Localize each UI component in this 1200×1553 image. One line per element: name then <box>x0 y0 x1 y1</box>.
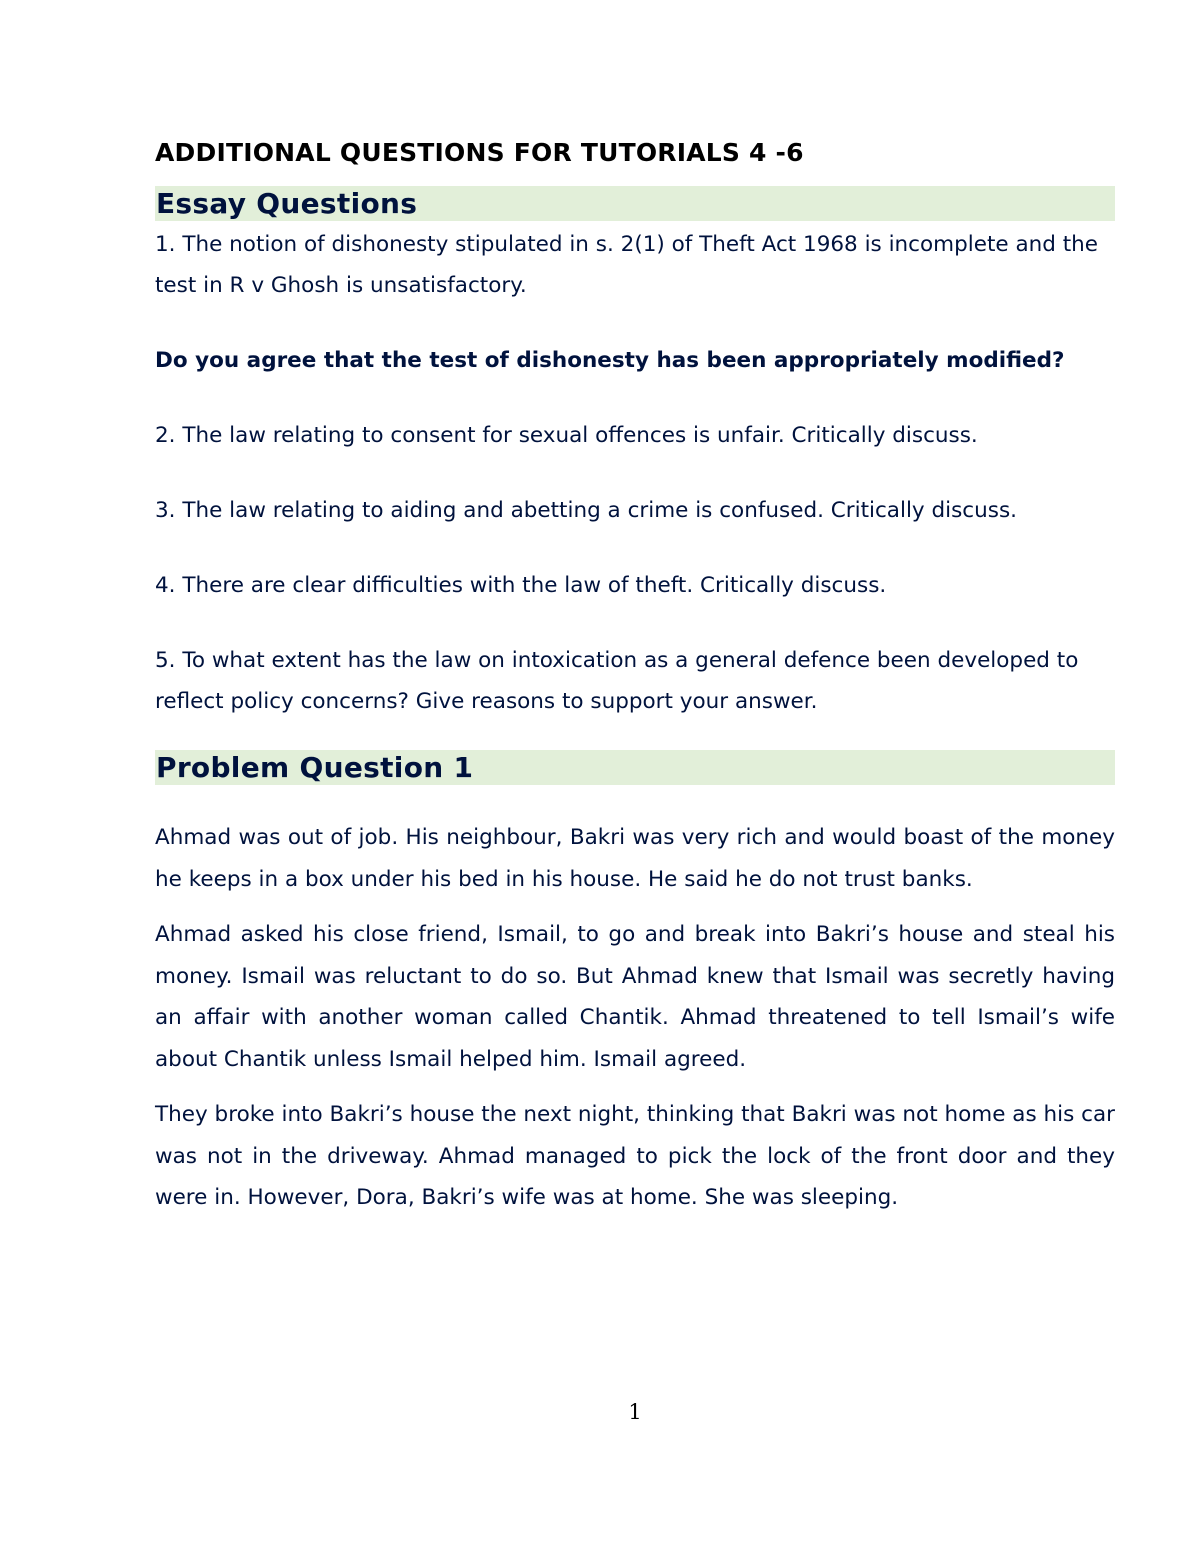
essay-question-5: 5. To what extent has the law on intoxication as a general defence been developed to reflect policy concerns? Give reasons to support your answer. <box>155 648 1079 714</box>
essay-question-4: 4. There are clear difficulties with the law of theft. Critically discuss. <box>155 573 887 598</box>
problem-paragraph-2: Ahmad asked his close friend, Ismail, to go and break into Bakri’s house and steal his money. Ismail was reluctant to do so. But Ahmad knew that Ismail was secretly having an affair with another woman called Chantik. Ahmad threatened to tell Ismail’s wife about Chantik unless Ismail helped him. Ismail agreed. <box>155 922 1115 1072</box>
page-content <box>155 138 1115 1219</box>
document-title: ADDITIONAL QUESTIONS FOR TUTORIALS 4 -6 <box>155 138 804 167</box>
essay-question-1-prompt: Do you agree that the test of dishonesty has been appropriately modified? <box>155 348 1065 373</box>
problem-paragraph-1: Ahmad was out of job. His neighbour, Bakri was very rich and would boast of the money he keeps in a box under his bed in his house. He said he do not trust banks. <box>155 825 1115 892</box>
essay-question-3: 3. The law relating to aiding and abetting a crime is confused. Critically discuss. <box>155 498 1017 523</box>
problem-question-heading: Problem Question 1 <box>155 750 1115 785</box>
essay-question-1: 1. The notion of dishonesty stipulated in s. 2(1) of Theft Act 1968 is incomplete and the test in R v Ghosh is unsatisfactory. <box>155 232 1099 298</box>
essay-question-2: 2. The law relating to consent for sexual offences is unfair. Critically discuss. <box>155 423 978 448</box>
essay-questions-heading: Essay Questions <box>155 186 1115 221</box>
problem-paragraph-3: They broke into Bakri’s house the next night, thinking that Bakri was not home as his car was not in the driveway. Ahmad managed to pick the lock of the front door and they were in. However, Dora, Bakri’s wife was at home. She was sleeping. <box>155 1102 1115 1210</box>
page-number: 1 <box>628 1400 642 1424</box>
